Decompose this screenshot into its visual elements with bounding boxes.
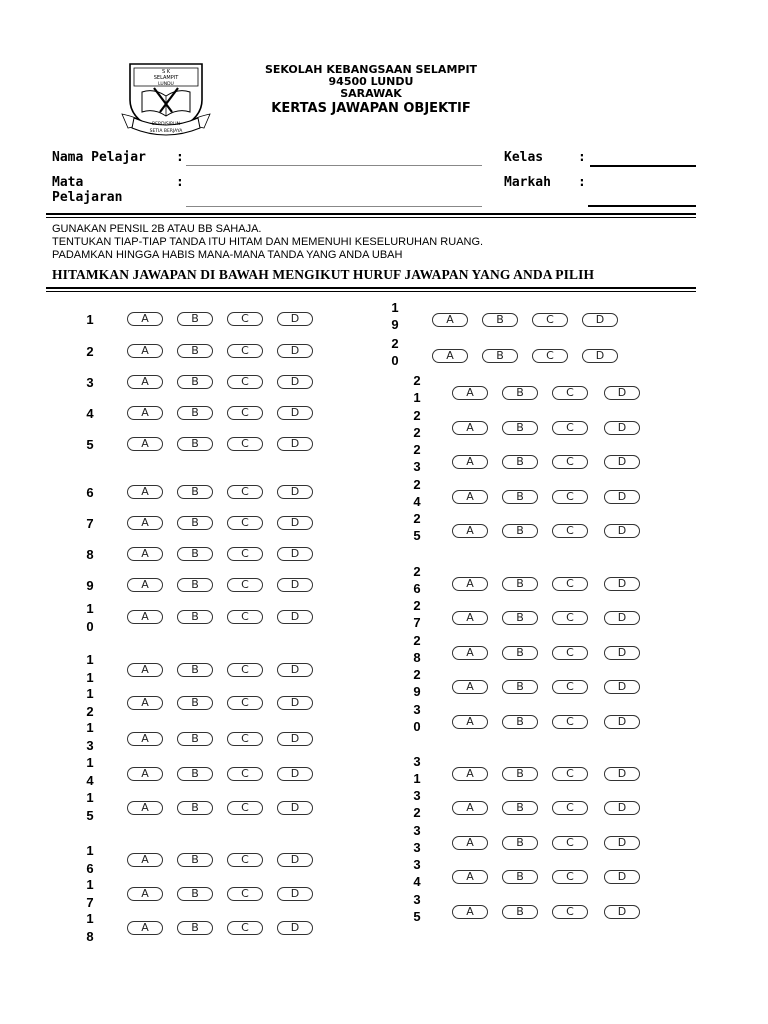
question-number-digit: 7 — [413, 615, 421, 630]
answer-bubble-b[interactable]: B — [502, 455, 538, 469]
divider-top — [46, 213, 696, 215]
answer-bubble-c[interactable]: C — [227, 767, 263, 781]
answer-bubble-b[interactable]: B — [502, 524, 538, 538]
answer-bubble-b[interactable]: B — [502, 577, 538, 591]
answer-bubble-a[interactable]: A — [452, 767, 488, 781]
answer-bubble-c[interactable]: C — [227, 437, 263, 451]
answer-bubble-d[interactable]: D — [604, 801, 640, 815]
answer-bubble-c[interactable]: C — [532, 313, 568, 327]
answer-bubble-a[interactable]: A — [127, 853, 163, 867]
answer-bubble-a[interactable]: A — [452, 680, 488, 694]
answer-bubble-a[interactable]: A — [127, 801, 163, 815]
answer-bubble-a[interactable]: A — [127, 516, 163, 530]
class-colon: : — [578, 150, 586, 165]
answer-bubble-a[interactable]: A — [127, 406, 163, 420]
question-number-digit: 6 — [86, 861, 94, 876]
question-number: 4 — [86, 406, 94, 421]
divider-bottom-thin — [46, 291, 696, 292]
question-number: 2 — [86, 344, 94, 359]
answer-bubble-d[interactable]: D — [277, 437, 313, 451]
question-number-digit: 1 — [86, 601, 94, 616]
answer-bubble-b[interactable]: B — [177, 610, 213, 624]
name-label: Nama Pelajar — [52, 150, 146, 165]
answer-bubble-c[interactable]: C — [227, 663, 263, 677]
answer-bubble-b[interactable]: B — [502, 801, 538, 815]
answer-bubble-d[interactable]: D — [277, 887, 313, 901]
answer-bubble-b[interactable]: B — [177, 887, 213, 901]
answer-bubble-d[interactable]: D — [604, 680, 640, 694]
answer-bubble-d[interactable]: D — [604, 386, 640, 400]
answer-bubble-b[interactable]: B — [177, 767, 213, 781]
answer-bubble-c[interactable]: C — [227, 696, 263, 710]
question-number-digit: 3 — [413, 892, 421, 907]
answer-bubble-c[interactable]: C — [227, 375, 263, 389]
marks-field[interactable] — [588, 205, 696, 207]
answer-bubble-d[interactable]: D — [277, 767, 313, 781]
answer-bubble-c[interactable]: C — [227, 406, 263, 420]
answer-bubble-d[interactable]: D — [277, 547, 313, 561]
question-number-digit: 3 — [413, 857, 421, 872]
school-crest-logo — [120, 58, 212, 138]
answer-bubble-a[interactable]: A — [452, 646, 488, 660]
answer-bubble-c[interactable]: C — [227, 887, 263, 901]
answer-bubble-b[interactable]: B — [177, 853, 213, 867]
sheet-title: KERTAS JAWAPAN OBJEKTIF — [271, 101, 471, 116]
question-number-digit: 1 — [413, 771, 421, 786]
question-number-digit: 1 — [86, 670, 94, 685]
answer-bubble-b[interactable]: B — [502, 715, 538, 729]
question-number-digit: 4 — [86, 773, 94, 788]
answer-bubble-a[interactable]: A — [127, 485, 163, 499]
answer-bubble-b[interactable]: B — [482, 349, 518, 363]
name-field[interactable] — [186, 165, 482, 166]
answer-bubble-a[interactable]: A — [452, 870, 488, 884]
answer-bubble-b[interactable]: B — [177, 663, 213, 677]
answer-bubble-b[interactable]: B — [177, 485, 213, 499]
question-number-digit: 7 — [86, 895, 94, 910]
question-number-digit: 3 — [413, 823, 421, 838]
answer-bubble-c[interactable]: C — [227, 732, 263, 746]
answer-bubble-b[interactable]: B — [502, 421, 538, 435]
answer-bubble-a[interactable]: A — [127, 375, 163, 389]
question-number-digit: 5 — [413, 909, 421, 924]
question-number: 1 — [86, 312, 94, 327]
answer-bubble-c[interactable]: C — [552, 577, 588, 591]
question-number-digit: 8 — [413, 650, 421, 665]
question-number-digit: 4 — [413, 494, 421, 509]
answer-bubble-c[interactable]: C — [552, 646, 588, 660]
answer-bubble-c[interactable]: C — [552, 421, 588, 435]
answer-bubble-b[interactable]: B — [502, 836, 538, 850]
answer-bubble-d[interactable]: D — [604, 870, 640, 884]
answer-bubble-d[interactable]: D — [604, 905, 640, 919]
question-number-digit: 3 — [413, 702, 421, 717]
answer-bubble-d[interactable]: D — [277, 312, 313, 326]
question-number-digit: 9 — [413, 684, 421, 699]
answer-bubble-c[interactable]: C — [552, 490, 588, 504]
answer-bubble-a[interactable]: A — [127, 610, 163, 624]
answer-bubble-c[interactable]: C — [552, 611, 588, 625]
question-number-digit: 3 — [413, 788, 421, 803]
answer-bubble-d[interactable]: D — [277, 375, 313, 389]
answer-bubble-c[interactable]: C — [227, 578, 263, 592]
answer-bubble-b[interactable]: B — [502, 490, 538, 504]
class-field[interactable] — [590, 165, 696, 167]
marks-colon: : — [578, 175, 586, 190]
instruction-2: TENTUKAN TIAP-TIAP TANDA ITU HITAM DAN MEMENUHI KESELURUHAN RUANG. — [52, 236, 484, 248]
answer-bubble-d[interactable]: D — [277, 485, 313, 499]
class-label: Kelas — [504, 150, 544, 165]
question-number-digit: 2 — [413, 425, 421, 440]
school-postcode-town: 94500 LUNDU — [328, 75, 414, 88]
answer-bubble-a[interactable]: A — [127, 663, 163, 677]
answer-bubble-b[interactable]: B — [177, 406, 213, 420]
question-number-digit: 1 — [86, 755, 94, 770]
answer-bubble-a[interactable]: A — [127, 578, 163, 592]
answer-bubble-a[interactable]: A — [127, 732, 163, 746]
answer-bubble-a[interactable]: A — [452, 455, 488, 469]
answer-bubble-d[interactable]: D — [604, 767, 640, 781]
question-number-digit: 6 — [413, 581, 421, 596]
answer-bubble-d[interactable]: D — [604, 524, 640, 538]
subject-field[interactable] — [186, 206, 482, 207]
answer-bubble-c[interactable]: C — [552, 524, 588, 538]
answer-bubble-a[interactable]: A — [452, 577, 488, 591]
svg-text:SELAMPIT: SELAMPIT — [153, 75, 179, 81]
question-number-digit: 5 — [413, 528, 421, 543]
answer-bubble-b[interactable]: B — [502, 646, 538, 660]
answer-bubble-c[interactable]: C — [552, 905, 588, 919]
answer-bubble-d[interactable]: D — [277, 406, 313, 420]
question-number-digit: 2 — [413, 511, 421, 526]
answer-bubble-d[interactable]: D — [604, 715, 640, 729]
question-number-digit: 1 — [86, 652, 94, 667]
answer-bubble-c[interactable]: C — [552, 767, 588, 781]
question-number-digit: 2 — [391, 336, 399, 351]
answer-bubble-a[interactable]: A — [452, 421, 488, 435]
answer-bubble-c[interactable]: C — [227, 485, 263, 499]
question-number-digit: 0 — [413, 719, 421, 734]
answer-bubble-b[interactable]: B — [177, 344, 213, 358]
answer-bubble-a[interactable]: A — [127, 344, 163, 358]
answer-bubble-c[interactable]: C — [227, 344, 263, 358]
answer-bubble-c[interactable]: C — [227, 547, 263, 561]
answer-bubble-a[interactable]: A — [452, 524, 488, 538]
instruction-3: PADAMKAN HINGGA HABIS MANA-MANA TANDA YANG ANDA UBAH — [52, 249, 403, 261]
answer-bubble-b[interactable]: B — [502, 680, 538, 694]
question-number-digit: 2 — [86, 704, 94, 719]
answer-bubble-a[interactable]: A — [452, 386, 488, 400]
question-number-digit: 2 — [413, 373, 421, 388]
question-number-digit: 0 — [86, 619, 94, 634]
answer-bubble-d[interactable]: D — [604, 421, 640, 435]
answer-bubble-d[interactable]: D — [277, 732, 313, 746]
answer-bubble-a[interactable]: A — [452, 490, 488, 504]
answer-bubble-c[interactable]: C — [552, 455, 588, 469]
answer-bubble-b[interactable]: B — [177, 578, 213, 592]
answer-bubble-a[interactable]: A — [127, 921, 163, 935]
answer-bubble-c[interactable]: C — [552, 715, 588, 729]
question-number-digit: 8 — [86, 929, 94, 944]
divider-bottom — [46, 287, 696, 289]
answer-bubble-b[interactable]: B — [177, 547, 213, 561]
question-number: 9 — [86, 578, 94, 593]
answer-bubble-d[interactable]: D — [604, 611, 640, 625]
answer-bubble-d[interactable]: D — [582, 313, 618, 327]
instruction-4: HITAMKAN JAWAPAN DI BAWAH MENGIKUT HURUF JAWAPAN YANG ANDA PILIH — [52, 267, 595, 282]
answer-bubble-d[interactable]: D — [277, 516, 313, 530]
header-block — [256, 64, 486, 116]
answer-bubble-a[interactable]: A — [127, 437, 163, 451]
subject-label-line1: Mata — [52, 175, 84, 190]
question-number-digit: 3 — [86, 738, 94, 753]
answer-bubble-c[interactable]: C — [227, 853, 263, 867]
school-state: SARAWAK — [340, 87, 402, 100]
answer-bubble-d[interactable]: D — [277, 663, 313, 677]
answer-bubble-c[interactable]: C — [552, 836, 588, 850]
question-number: 8 — [86, 547, 94, 562]
answer-bubble-d[interactable]: D — [604, 836, 640, 850]
subject-label-line2: Pelajaran — [52, 190, 123, 205]
question-number-digit: 1 — [86, 877, 94, 892]
question-number: 5 — [86, 437, 94, 452]
answer-bubble-d[interactable]: D — [277, 696, 313, 710]
answer-bubble-b[interactable]: B — [177, 732, 213, 746]
marks-label: Markah — [504, 175, 551, 190]
answer-bubble-a[interactable]: A — [452, 905, 488, 919]
svg-text:S K: S K — [161, 69, 171, 75]
question-number: 7 — [86, 516, 94, 531]
question-number-digit: 2 — [413, 477, 421, 492]
question-number-digit: 2 — [413, 633, 421, 648]
question-number-digit: 9 — [391, 317, 399, 332]
answer-bubble-d[interactable]: D — [604, 577, 640, 591]
answer-bubble-a[interactable]: A — [127, 696, 163, 710]
question-number-digit: 2 — [413, 408, 421, 423]
answer-bubble-b[interactable]: B — [177, 516, 213, 530]
answer-bubble-a[interactable]: A — [127, 312, 163, 326]
answer-bubble-c[interactable]: C — [552, 386, 588, 400]
answer-bubble-c[interactable]: C — [552, 680, 588, 694]
question-number-digit: 1 — [391, 300, 399, 315]
question-number-digit: 2 — [413, 805, 421, 820]
question-number-digit: 1 — [86, 843, 94, 858]
answer-bubble-a[interactable]: A — [432, 313, 468, 327]
subject-colon: : — [176, 175, 184, 190]
divider-top-thin — [46, 217, 696, 218]
answer-bubble-d[interactable]: D — [277, 801, 313, 815]
answer-bubble-d[interactable]: D — [604, 646, 640, 660]
answer-bubble-c[interactable]: C — [227, 801, 263, 815]
answer-bubble-b[interactable]: B — [502, 611, 538, 625]
answer-bubble-a[interactable]: A — [452, 611, 488, 625]
question-number-digit: 2 — [413, 442, 421, 457]
question-number-digit: 3 — [413, 840, 421, 855]
answer-bubble-b[interactable]: B — [482, 313, 518, 327]
school-name: SEKOLAH KEBANGSAAN SELAMPIT — [264, 63, 478, 76]
answer-bubble-d[interactable]: D — [604, 455, 640, 469]
question-number-digit: 4 — [413, 874, 421, 889]
answer-bubble-b[interactable]: B — [502, 905, 538, 919]
answer-bubble-c[interactable]: C — [552, 801, 588, 815]
svg-text:SETIA BERJAYA: SETIA BERJAYA — [149, 129, 183, 134]
question-number-digit: 1 — [86, 686, 94, 701]
answer-bubble-c[interactable]: C — [227, 921, 263, 935]
answer-bubble-a[interactable]: A — [432, 349, 468, 363]
question-number-digit: 0 — [391, 353, 399, 368]
answer-bubble-b[interactable]: B — [177, 801, 213, 815]
question-number-digit: 1 — [86, 790, 94, 805]
question-number-digit: 1 — [86, 720, 94, 735]
instruction-1: GUNAKAN PENSIL 2B ATAU BB SAHAJA. — [52, 223, 262, 235]
answer-bubble-d[interactable]: D — [277, 921, 313, 935]
answer-bubble-d[interactable]: D — [277, 610, 313, 624]
answer-bubble-d[interactable]: D — [604, 490, 640, 504]
answer-bubble-a[interactable]: A — [127, 547, 163, 561]
question-number: 6 — [86, 485, 94, 500]
svg-text:BERDISIPLIN: BERDISIPLIN — [152, 122, 180, 127]
answer-bubble-c[interactable]: C — [532, 349, 568, 363]
question-number-digit: 5 — [86, 808, 94, 823]
answer-bubble-a[interactable]: A — [452, 801, 488, 815]
answer-bubble-b[interactable]: B — [177, 921, 213, 935]
answer-bubble-c[interactable]: C — [227, 312, 263, 326]
question-number-digit: 1 — [86, 911, 94, 926]
answer-bubble-c[interactable]: C — [227, 516, 263, 530]
answer-bubble-a[interactable]: A — [452, 715, 488, 729]
name-colon: : — [176, 150, 184, 165]
answer-bubble-c[interactable]: C — [552, 870, 588, 884]
answer-bubble-d[interactable]: D — [582, 349, 618, 363]
answer-bubble-a[interactable]: A — [127, 767, 163, 781]
question-number-digit: 2 — [413, 598, 421, 613]
answer-bubble-d[interactable]: D — [277, 578, 313, 592]
question-number-digit: 3 — [413, 754, 421, 769]
question-number-digit: 2 — [413, 564, 421, 579]
answer-bubble-d[interactable]: D — [277, 344, 313, 358]
answer-bubble-a[interactable]: A — [127, 887, 163, 901]
answer-bubble-c[interactable]: C — [227, 610, 263, 624]
answer-bubble-b[interactable]: B — [502, 386, 538, 400]
question-number-digit: 1 — [413, 390, 421, 405]
answer-bubble-b[interactable]: B — [502, 870, 538, 884]
answer-bubble-b[interactable]: B — [177, 375, 213, 389]
question-number-digit: 2 — [413, 667, 421, 682]
question-number-digit: 3 — [413, 459, 421, 474]
answer-bubble-b[interactable]: B — [177, 312, 213, 326]
answer-bubble-b[interactable]: B — [177, 696, 213, 710]
question-number: 3 — [86, 375, 94, 390]
answer-bubble-d[interactable]: D — [277, 853, 313, 867]
answer-bubble-a[interactable]: A — [452, 836, 488, 850]
svg-text:LUNDU: LUNDU — [158, 82, 174, 87]
answer-bubble-b[interactable]: B — [502, 767, 538, 781]
answer-bubble-b[interactable]: B — [177, 437, 213, 451]
